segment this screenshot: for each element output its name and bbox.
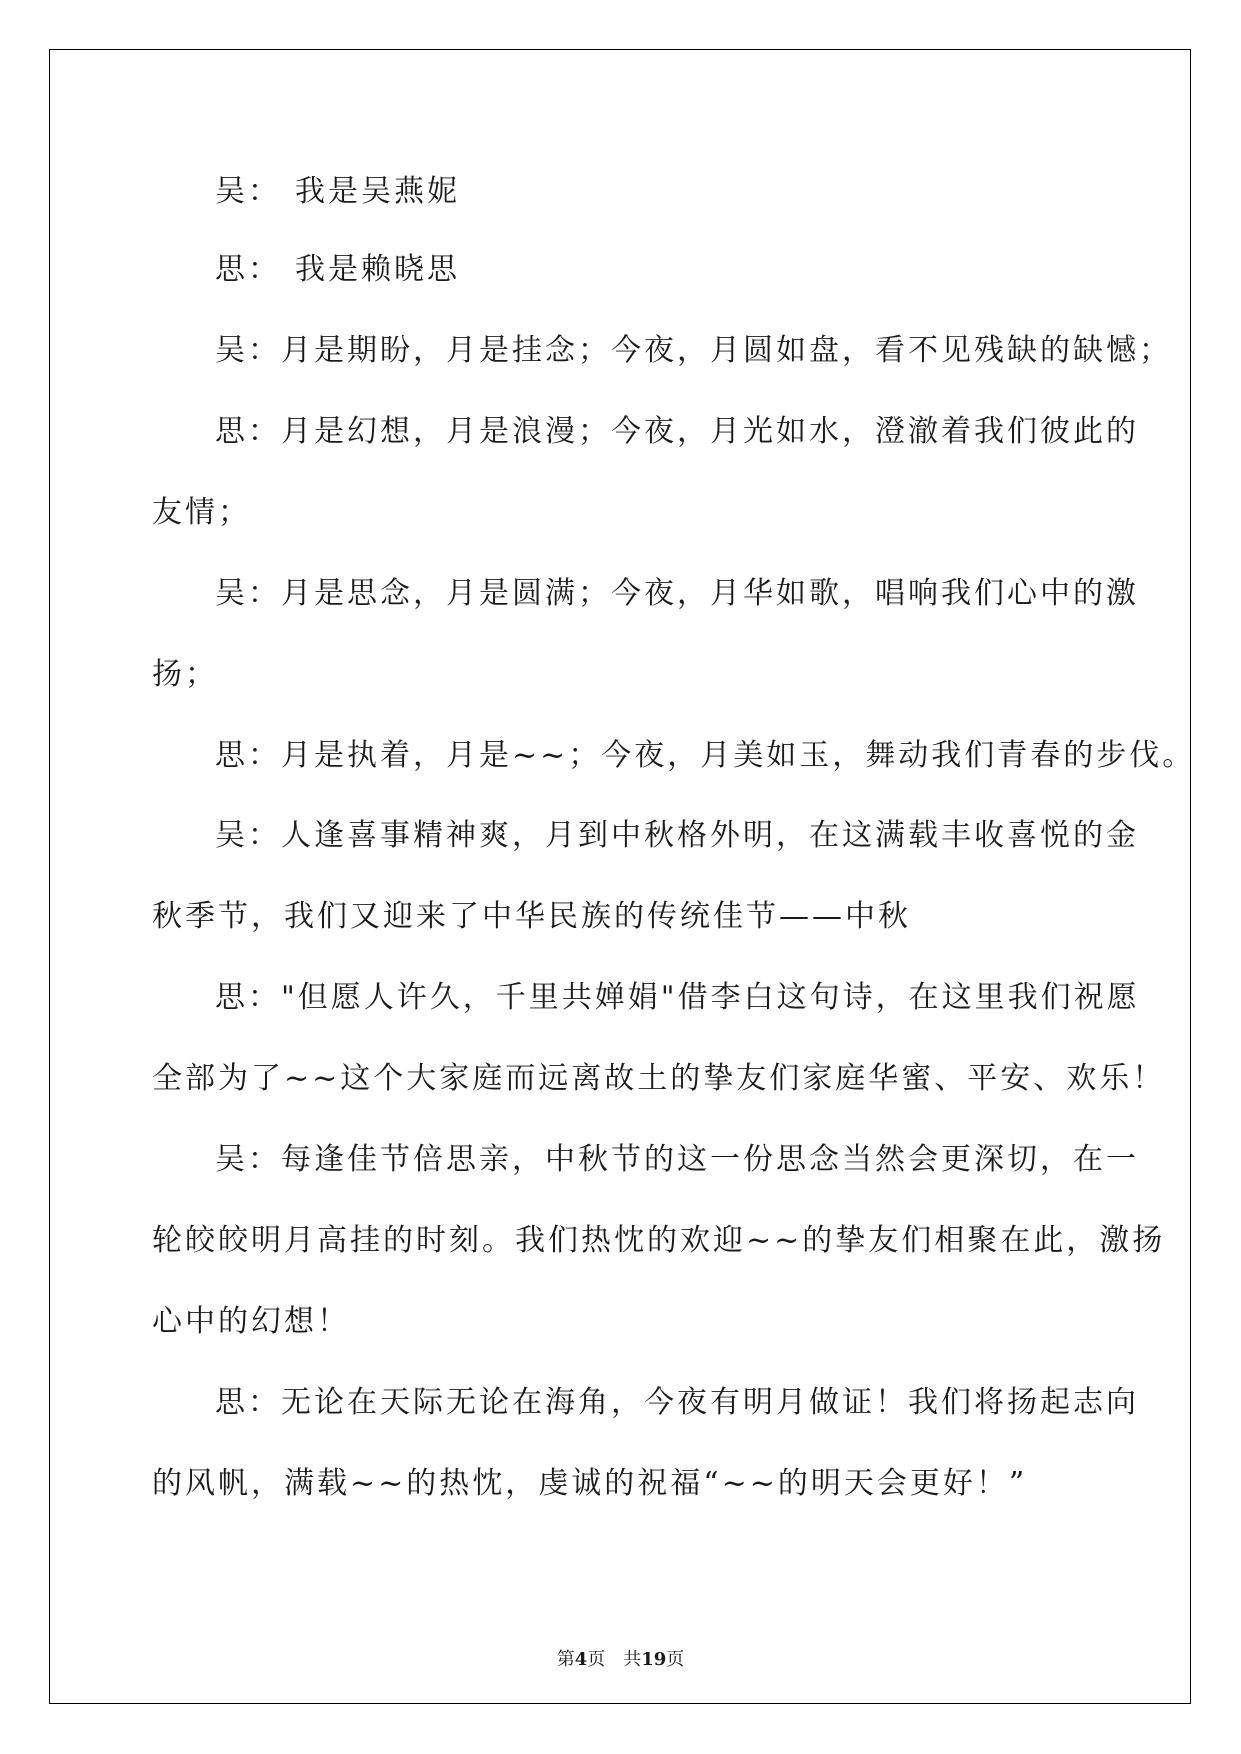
page-footer <box>0 1649 1241 1671</box>
script-line-7-cont: 秋季节，我们又迎来了中华民族的传统佳节——中秋 <box>152 899 911 934</box>
footer-mid: 页 共 <box>587 1649 642 1670</box>
script-line-2 <box>0 250 1241 290</box>
script-line-4: 思：月是幻想，月是浪漫；今夜，月光如水，澄澈着我们彼此的 <box>215 414 1139 449</box>
script-line-5: 吴：月是思念，月是圆满；今夜，月华如歌，唱响我们心中的激 <box>215 576 1139 611</box>
script-line-5-cont: 扬； <box>152 657 218 692</box>
script-line-10-cont: 的风帆，满载~~的热忱，虔诚的祝福“~~的明天会更好！” <box>152 1466 1028 1501</box>
total-page-count: 19 <box>641 1649 667 1670</box>
current-page-number: 4 <box>574 1649 588 1670</box>
script-line-6: 思：月是执着，月是~~；今夜，月美如玉，舞动我们青春的步伐。 <box>215 738 1196 773</box>
script-line-7: 吴：人逢喜事精神爽，月到中秋格外明，在这满载丰收喜悦的金 <box>215 818 1139 853</box>
speaker-label: 吴： <box>215 174 281 209</box>
footer-suffix: 页 <box>666 1649 685 1670</box>
footer-prefix: 第 <box>556 1649 575 1670</box>
page-border <box>49 49 1191 1704</box>
line-text: 我是赖晓思 <box>295 252 460 287</box>
script-line-10: 思：无论在天际无论在海角，今夜有明月做证！我们将扬起志向 <box>215 1385 1139 1420</box>
script-line-1 <box>0 172 1241 212</box>
script-line-9: 吴：每逢佳节倍思亲，中秋节的这一份思念当然会更深切，在一 <box>215 1142 1139 1177</box>
speaker-label: 思： <box>215 252 281 287</box>
script-line-3: 吴：月是期盼，月是挂念；今夜，月圆如盘，看不见残缺的缺憾； <box>215 333 1172 368</box>
script-line-8: 思："但愿人许久，千里共婵娟"借李白这句诗，在这里我们祝愿 <box>215 980 1140 1015</box>
script-line-9-cont2: 心中的幻想！ <box>152 1304 350 1339</box>
line-text: 我是吴燕妮 <box>295 174 460 209</box>
script-line-9-cont: 轮皎皎明月高挂的时刻。我们热忱的欢迎~~的挚友们相聚在此，激扬 <box>152 1223 1166 1258</box>
script-line-8-cont: 全部为了~~这个大家庭而远离故土的挚友们家庭华蜜、平安、欢乐！ <box>152 1061 1166 1096</box>
script-line-4-cont: 友情； <box>152 495 251 530</box>
